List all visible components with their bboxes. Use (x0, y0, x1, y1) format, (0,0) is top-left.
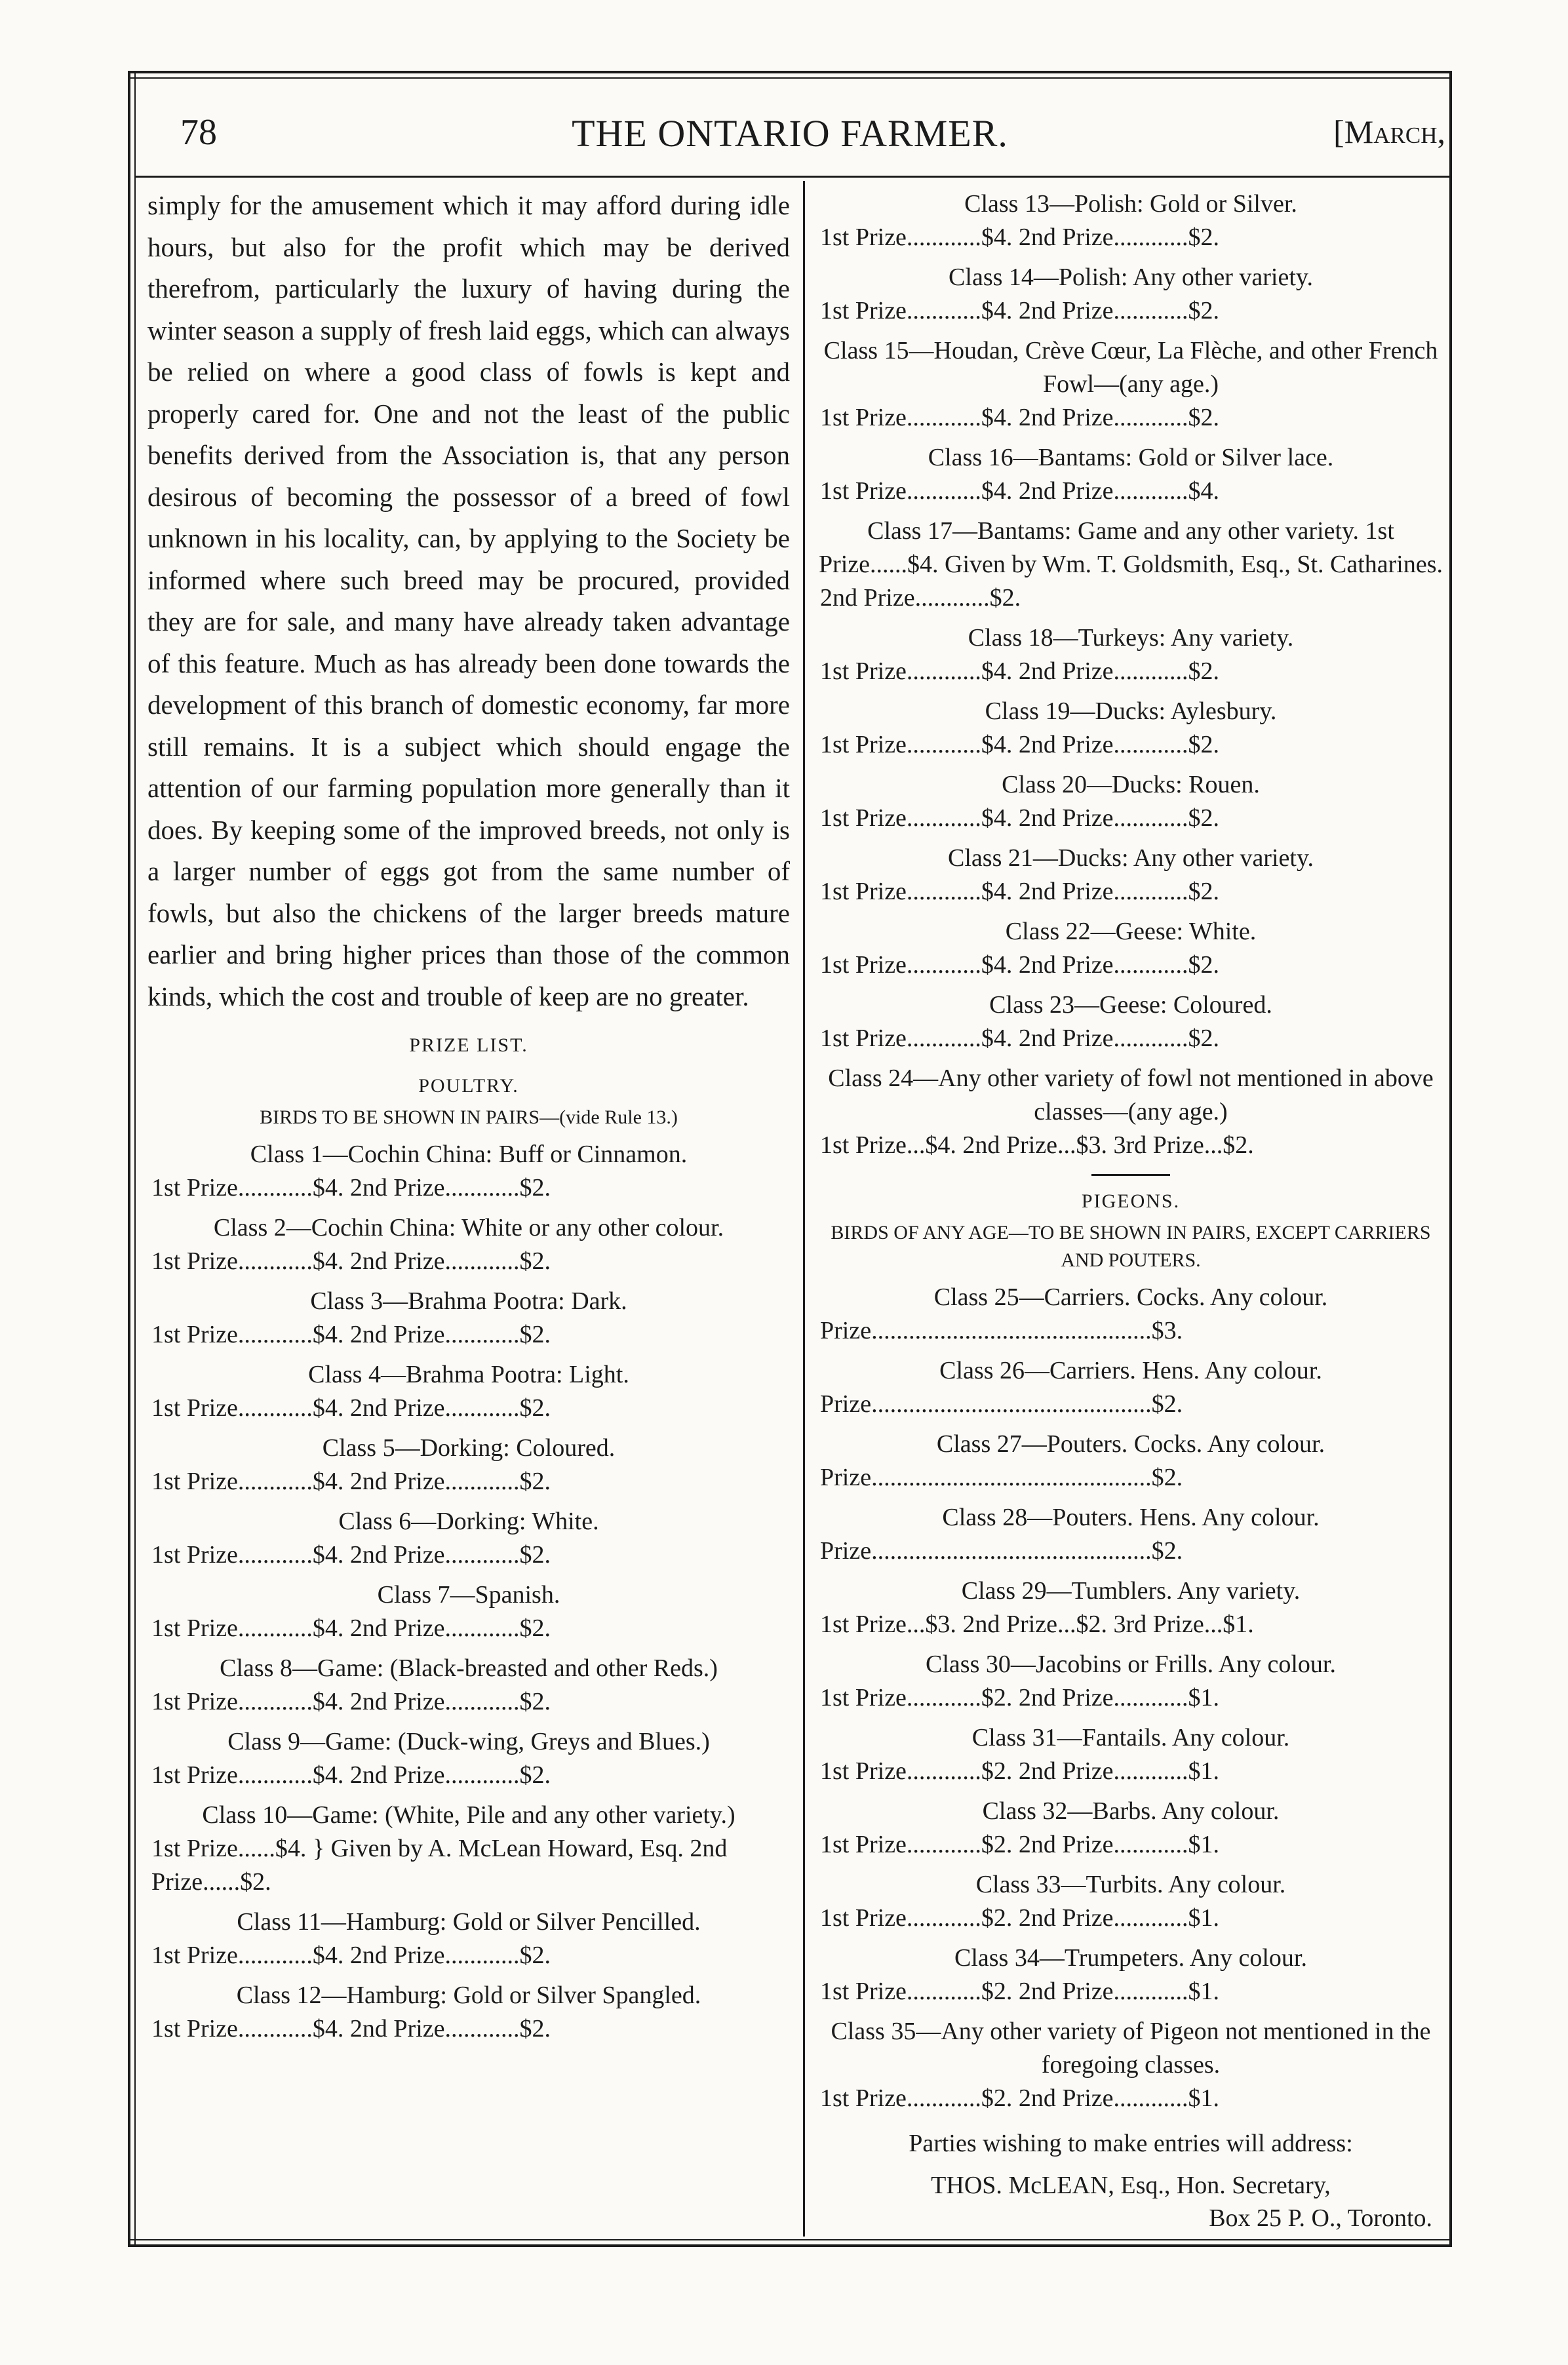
body-paragraph: simply for the amusement which it may afford during idle hours, but also for the profit which may be derived therefrom, particularly the luxury of having during the winter season a supply of fresh laid eggs, which can always be relied on where a good class of fowls is kept and properly cared for. One and not the least of the public benefits derived from the Association is, that any person desirous of becoming the possessor of a breed of fowl unknown in his locality, can, by applying to the Society be informed where such breed may be procured, provided they are for sale, and many have already taken advantage of this feature. Much as has already been done towards the development of this branch of domestic economy, far more still remains. It is a subject which should engage the attention of our farming population more generally than it does. By keeping some of the improved breeds, not only is a larger number of eggs got from the same number of fowls, but also the chickens of the larger breeds mature earlier and bring higher prices than those of the common kinds, which the cost and trouble of keep are no greater. (147, 190, 790, 1011)
prize-class (816, 1354, 1445, 1421)
prize-class-title: Class 26—Carriers. Hens. Any colour. (939, 1357, 1322, 1384)
prize-class-title: Class 3—Brahma Pootra: Dark. (310, 1287, 627, 1315)
prize-class-amounts: 1st Prize............$4. 2nd Prize............$2. (151, 1761, 551, 1789)
prize-class (816, 2015, 1445, 2115)
secretary-line: THOS. McLEAN, Esq., Hon. Secretary, (931, 2172, 1331, 2199)
prize-class-amounts: 1st Prize............$2. 2nd Prize............$1. (820, 1904, 1220, 1932)
prize-class (816, 515, 1445, 615)
prize-class (816, 1281, 1445, 1348)
prize-class-title: Class 29—Tumblers. Any variety. (961, 1577, 1301, 1605)
prize-class (816, 915, 1445, 982)
prize-class-amounts: 1st Prize............$4. 2nd Prize............$2. (820, 804, 1220, 832)
prize-class-amounts: 1st Prize............$4. 2nd Prize............$2. (151, 1688, 551, 1715)
prize-class (816, 695, 1445, 762)
prize-class-title: Class 21—Ducks: Any other variety. (948, 844, 1314, 872)
prize-class-amounts: 1st Prize............$2. 2nd Prize............$1. (820, 1684, 1220, 1711)
page-number: 78 (180, 112, 217, 153)
prize-class-amounts: 1st Prize............$4. 2nd Prize............$2. (820, 951, 1220, 979)
pigeon-class-list (816, 1281, 1445, 2115)
prize-class (147, 1285, 790, 1352)
prize-class (147, 1578, 790, 1645)
prize-class (147, 1652, 790, 1719)
prize-class (816, 1868, 1445, 1935)
prize-class (147, 1432, 790, 1498)
prize-class-amounts: 1st Prize......$4. } Given by A. McLean Howard, Esq. 2nd Prize......$2. (151, 1835, 728, 1896)
prize-class (147, 1906, 790, 1972)
prize-class-title: Class 11—Hamburg: Gold or Silver Pencilled. (237, 1908, 701, 1936)
prize-class (147, 1725, 790, 1792)
prize-class-amounts: 1st Prize............$4. 2nd Prize............$2. (820, 657, 1220, 685)
right-rule (1449, 71, 1452, 2247)
prize-class-amounts: 1st Prize............$4. 2nd Prize............$2. (151, 1942, 551, 1969)
prize-class-title: Class 19—Ducks: Aylesbury. (985, 697, 1277, 725)
prize-class-amounts: Prize.............................................$2. (820, 1464, 1183, 1491)
prize-class-title: Class 5—Dorking: Coloured. (322, 1434, 616, 1462)
prize-class-title: Class 16—Bantams: Gold or Silver lace. (928, 444, 1334, 471)
prize-class (816, 1942, 1445, 2008)
prize-class (147, 1505, 790, 1572)
prize-class-title: Class 27—Pouters. Cocks. Any colour. (936, 1430, 1325, 1458)
page-header (128, 111, 1452, 170)
prize-class-title: Class 17—Bantams: Game and any other variety. 1st Prize......$4. Given by Wm. T. Goldsmith, Esq., St. Catharines. (818, 517, 1443, 578)
bottom-rule-inner (128, 2239, 1452, 2240)
address-line: Box 25 P. O., Toronto. (1209, 2204, 1432, 2232)
prize-list-heading: PRIZE LIST. (409, 1034, 528, 1056)
prize-class-amounts: 1st Prize............$4. 2nd Prize............$2. (820, 224, 1220, 251)
prize-class-title: Class 25—Carriers. Cocks. Any colour. (933, 1283, 1328, 1311)
poultry-heading: POULTRY. (418, 1075, 519, 1097)
prize-class (816, 842, 1445, 909)
prize-class-amounts: 1st Prize............$4. 2nd Prize............$2. (151, 1541, 551, 1569)
pigeons-heading: PIGEONS. (1081, 1190, 1181, 1212)
prize-class-amounts: 1st Prize............$4. 2nd Prize............$2. (820, 404, 1220, 431)
bottom-rule (128, 2244, 1452, 2247)
prize-class-title: Class 30—Jacobins or Frills. Any colour. (926, 1651, 1336, 1678)
poultry-rule: BIRDS TO BE SHOWN IN PAIRS—(vide Rule 13.) (260, 1106, 678, 1128)
prize-class (816, 261, 1445, 328)
prize-class-amounts: 1st Prize............$4. 2nd Prize............$4. (820, 477, 1220, 505)
prize-class-amounts: 1st Prize............$4. 2nd Prize............$2. (820, 731, 1220, 758)
prize-class-amounts: Prize.............................................$3. (820, 1317, 1183, 1344)
prize-class-amounts: 1st Prize............$4. 2nd Prize............$2. (820, 878, 1220, 905)
prize-class-title: Class 6—Dorking: White. (338, 1508, 599, 1535)
prize-class-title: Class 1—Cochin China: Buff or Cinnamon. (250, 1141, 688, 1168)
prize-class-title: Class 28—Pouters. Hens. Any colour. (942, 1504, 1320, 1531)
prize-class (816, 1574, 1445, 1641)
pigeons-rule: BIRDS OF ANY AGE—TO BE SHOWN IN PAIRS, EXCEPT CARRIERS AND POUTERS. (831, 1222, 1431, 1271)
left-column (147, 181, 790, 2046)
page-title: THE ONTARIO FARMER. (572, 112, 1008, 155)
prize-class-title: Class 31—Fantails. Any colour. (971, 1724, 1290, 1751)
prize-class-amounts: 1st Prize............$4. 2nd Prize............$2. (151, 1394, 551, 1422)
prize-class-amounts: 1st Prize............$2. 2nd Prize............$1. (820, 2084, 1220, 2112)
prize-class (816, 1428, 1445, 1495)
prize-class-amounts: 1st Prize............$4. 2nd Prize............$2. (151, 1247, 551, 1275)
prize-class (816, 768, 1445, 835)
prize-class-title: Class 33—Turbits. Any colour. (975, 1871, 1286, 1898)
right-class-list (816, 187, 1445, 1162)
prize-class-title: Class 22—Geese: White. (1005, 918, 1257, 945)
prize-class (816, 187, 1445, 254)
prize-class (147, 1799, 790, 1899)
prize-class-title: Class 35—Any other variety of Pigeon not mentioned in the foregoing classes. (831, 2018, 1431, 2079)
prize-class-title: Class 34—Trumpeters. Any colour. (954, 1944, 1307, 1972)
column-divider (803, 181, 805, 2237)
prize-class-title: Class 18—Turkeys: Any variety. (968, 624, 1294, 652)
prize-class-title: Class 9—Game: (Duck-wing, Greys and Blues.) (227, 1728, 710, 1755)
prize-class (816, 1062, 1445, 1162)
prize-class-title: Class 10—Game: (White, Pile and any other variety.) (202, 1801, 735, 1829)
prize-class-amounts: 1st Prize............$4. 2nd Prize............$2. (820, 297, 1220, 324)
page (128, 71, 1452, 2247)
prize-class (816, 1795, 1445, 1862)
prize-class (816, 1648, 1445, 1715)
prize-class-title: Class 12—Hamburg: Gold or Silver Spangled. (236, 1982, 701, 2009)
prize-class (816, 334, 1445, 435)
page-month: [March, (1333, 113, 1445, 150)
prize-class-title: Class 13—Polish: Gold or Silver. (964, 190, 1297, 218)
left-rule (128, 71, 130, 2247)
prize-class-title: Class 15—Houdan, Crève Cœur, La Flèche, and other French Fowl—(any age.) (823, 337, 1438, 398)
section-separator (1091, 1174, 1170, 1176)
left-rule-inner (134, 71, 136, 2247)
prize-class (816, 1721, 1445, 1788)
prize-class-amounts: 1st Prize............$4. 2nd Prize............$2. (151, 1174, 551, 1202)
prize-class (147, 1358, 790, 1425)
prize-class-title: Class 7—Spanish. (377, 1581, 560, 1609)
closing-note: Parties wishing to make entries will address: (909, 2130, 1353, 2157)
header-rule (136, 176, 1449, 178)
right-column (816, 181, 1445, 2235)
prize-class (816, 621, 1445, 688)
prize-class-title: Class 14—Polish: Any other variety. (949, 264, 1313, 291)
prize-class-amounts: 1st Prize............$4. 2nd Prize............$2. (151, 1614, 551, 1642)
prize-class-amounts: 1st Prize............$4. 2nd Prize............$2. (820, 1025, 1220, 1052)
prize-class-amounts: 1st Prize............$2. 2nd Prize............$1. (820, 1831, 1220, 1858)
prize-class-amounts: 1st Prize............$4. 2nd Prize............$2. (151, 1321, 551, 1348)
prize-class-amounts: 1st Prize............$2. 2nd Prize............$1. (820, 1978, 1220, 2005)
prize-class (816, 988, 1445, 1055)
left-class-list (147, 1138, 790, 2046)
prize-class-amounts: 1st Prize...$4. 2nd Prize...$3. 3rd Prize...$2. (820, 1131, 1254, 1159)
prize-class (816, 441, 1445, 508)
prize-class (147, 1138, 790, 1205)
prize-class-amounts: Prize.............................................$2. (820, 1537, 1183, 1565)
top-rule-inner (128, 77, 1452, 79)
prize-class-title: Class 4—Brahma Pootra: Light. (308, 1361, 629, 1388)
prize-class-title: Class 2—Cochin China: White or any other colour. (213, 1214, 724, 1241)
prize-class-title: Class 8—Game: (Black-breasted and other Reds.) (220, 1654, 718, 1682)
prize-class (816, 1501, 1445, 1568)
prize-class-title: Class 24—Any other variety of fowl not mentioned in above classes—(any age.) (828, 1065, 1434, 1125)
prize-class (147, 1211, 790, 1278)
prize-class-amounts: 1st Prize...$3. 2nd Prize...$2. 3rd Prize...$1. (820, 1611, 1254, 1638)
prize-class-title: Class 32—Barbs. Any colour. (982, 1797, 1280, 1825)
prize-class-amounts: 1st Prize............$4. 2nd Prize............$2. (151, 1468, 551, 1495)
prize-class-title: Class 23—Geese: Coloured. (989, 991, 1272, 1019)
prize-class-amounts: 1st Prize............$2. 2nd Prize............$1. (820, 1757, 1220, 1785)
prize-class-title: Class 20—Ducks: Rouen. (1002, 771, 1260, 798)
prize-class-amounts: Prize.............................................$2. (820, 1390, 1183, 1418)
top-rule (128, 71, 1452, 73)
prize-class (147, 1979, 790, 2046)
prize-class-amounts: 1st Prize............$4. 2nd Prize............$2. (151, 2015, 551, 2042)
prize-class-amounts: 2nd Prize............$2. (820, 584, 1021, 612)
